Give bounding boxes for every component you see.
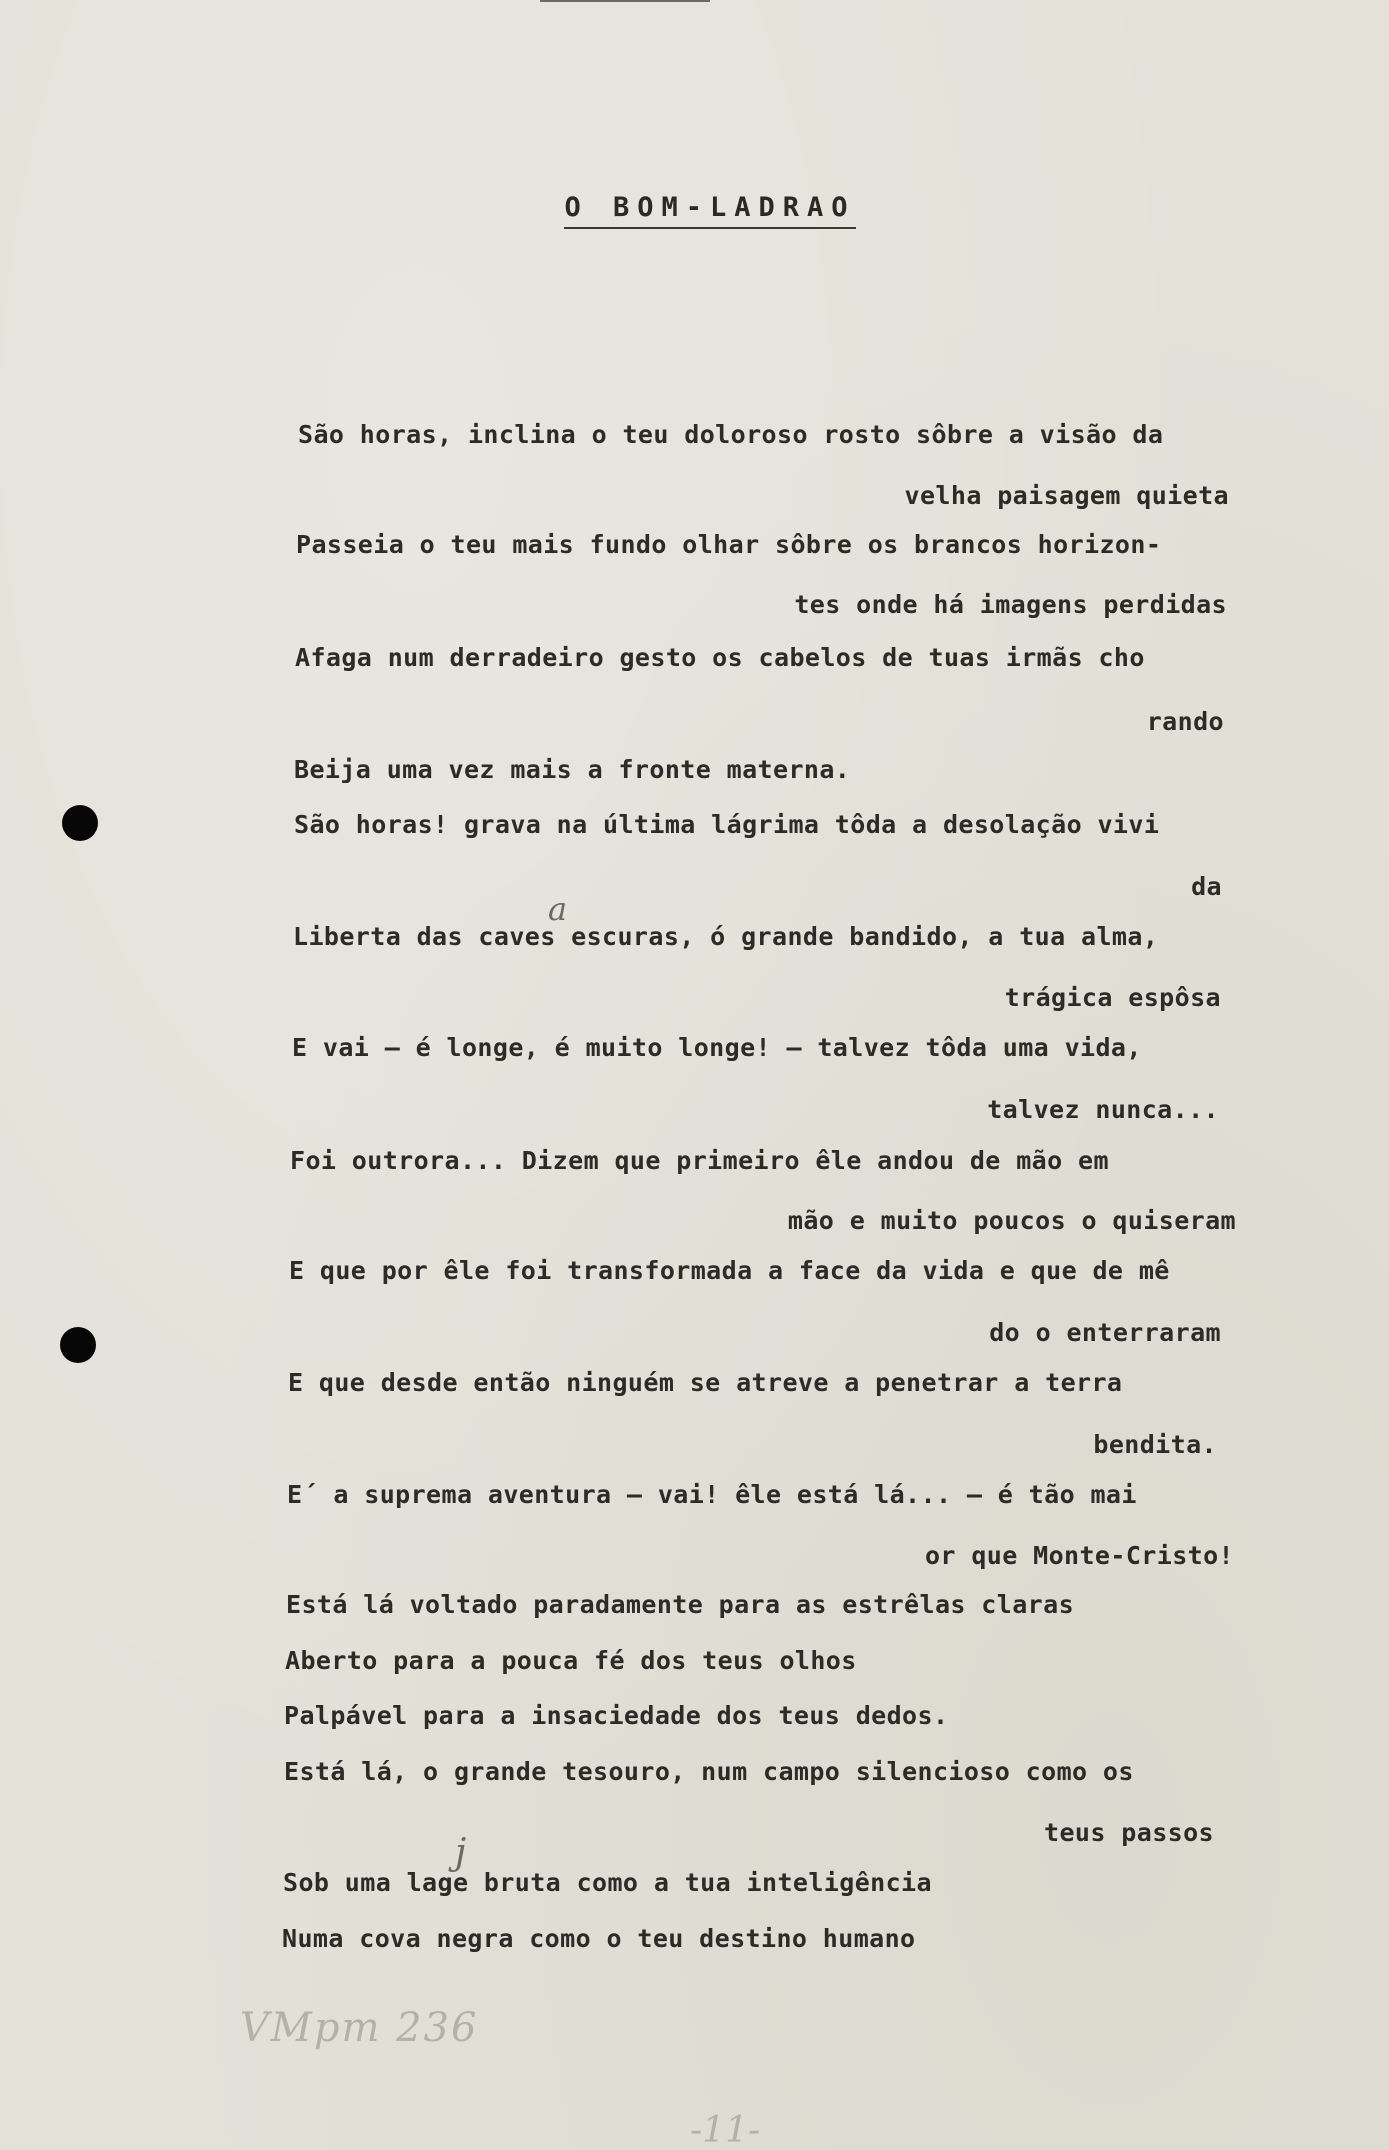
poem-line-continuation: mão e muito poucos o quiseram [787, 1206, 1236, 1235]
poem-line: E que desde então ninguém se atreve a penetrar a terra [288, 1368, 1123, 1397]
poem-title: O BOM-LADRAO [0, 192, 1389, 223]
poem-line: Está lá, o grande tesouro, num campo silencioso como os [284, 1757, 1134, 1786]
poem-line: Liberta das caves escuras, ó grande bandido, a tua alma, [293, 922, 1159, 951]
poem-line-continuation: tes onde há imagens perdidas [794, 590, 1227, 619]
archive-catalog-mark: VMpm 236 [240, 2005, 479, 2051]
poem-line-continuation: velha paisagem quieta [904, 481, 1229, 510]
poem-line: E que por êle foi transformada a face da vida e que de mê [289, 1256, 1170, 1285]
poem-line-continuation: da [1191, 872, 1222, 901]
handwritten-correction-a: a [548, 890, 568, 928]
poem-line: E´ a suprema aventura — vai! êle está lá... — é tão mai [287, 1480, 1137, 1509]
poem-line: São horas, inclina o teu doloroso rosto sôbre a visão da [298, 420, 1164, 449]
poem-line: Numa cova negra como o teu destino humano [282, 1924, 916, 1953]
poem-line: São horas! grava na última lágrima tôda a desolação vivi [294, 810, 1160, 839]
poem-line-continuation: trágica espôsa [1004, 983, 1221, 1012]
poem-line-continuation: talvez nunca... [987, 1095, 1219, 1124]
poem-line: Beija uma vez mais a fronte materna. [294, 755, 851, 784]
poem-line-continuation: bendita. [1093, 1430, 1217, 1459]
poem-line: Sob uma lage bruta como a tua inteligência [283, 1868, 932, 1897]
poem-line-continuation: rando [1146, 707, 1224, 736]
poem-line: Afaga num derradeiro gesto os cabelos de tuas irmãs cho [295, 643, 1145, 672]
poem-line-continuation: do o enterraram [989, 1318, 1221, 1347]
page-number: -11- [690, 2110, 761, 2150]
poem-line-continuation: teus passos [1044, 1818, 1214, 1847]
poem-line: Está lá voltado paradamente para as estrêlas claras [286, 1590, 1075, 1619]
poem-line: E vai — é longe, é muito longe! — talvez tôda uma vida, [292, 1033, 1142, 1062]
poem-line: Passeia o teu mais fundo olhar sôbre os brancos horizon- [296, 530, 1162, 559]
poem-line-continuation: or que Monte-Cristo! [924, 1541, 1234, 1570]
poem-line: Aberto para a pouca fé dos teus olhos [285, 1646, 857, 1675]
poem-line: Palpável para a insaciedade dos teus dedos. [284, 1701, 949, 1730]
poem-line: Foi outrora... Dizem que primeiro êle andou de mão em [290, 1146, 1109, 1175]
handwritten-correction-j: j [455, 1832, 467, 1873]
